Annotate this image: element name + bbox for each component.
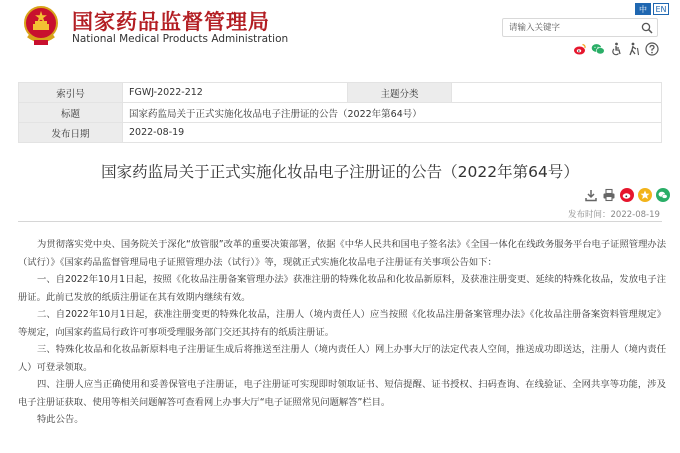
title-label: 标题 — [19, 103, 123, 123]
divider — [18, 221, 662, 222]
meta-row — [19, 83, 662, 103]
help-icon[interactable] — [645, 41, 659, 55]
weibo-share-icon[interactable] — [620, 187, 634, 201]
accessibility-icon[interactable] — [609, 41, 623, 55]
paragraph: 特此公告。 — [37, 414, 84, 425]
wechat-share-icon[interactable] — [656, 187, 670, 201]
category-value — [452, 83, 662, 103]
date-label: 发布日期 — [19, 123, 123, 143]
article-title: 国家药监局关于正式实施化妆品电子注册证的公告（2022年第64号） — [101, 163, 579, 181]
paragraph: 一、自2022年10月1日起，按照《化妆品注册备案管理办法》获准注册的特殊化妆品和化妆品新原料，及获准注册变更、延续的特殊化妆品，发放电子注册证。此前已发放的纸质注册证在其有效期内继续有效。 — [18, 274, 666, 303]
paragraph: 三、特殊化妆品和化妆品新原料电子注册证生成后将推送至注册人（境内责任人）网上办事大厅的法定代表人空间，推送成功即送达，注册人（境内责任人）可登录领取。 — [18, 344, 666, 373]
download-icon[interactable] — [584, 187, 598, 201]
date-value: 2022-08-19 — [123, 123, 662, 143]
national-emblem-icon[interactable] — [24, 6, 58, 46]
document-meta-table — [18, 82, 662, 143]
qzone-share-icon[interactable] — [638, 187, 652, 201]
site-header — [0, 0, 680, 62]
lang-english-button[interactable]: EN — [653, 3, 669, 15]
meta-row — [19, 103, 662, 123]
paragraph: 四、注册人应当正确使用和妥善保管电子注册证，电子注册证可实现即时领取证书、短信提醒、证书授权、扫码查询、在线验证、全网共享等功能，涉及电子注册证获取、使用等相关问题解答可查看网上办事大厅“电子证照常见问题解答”栏目。 — [18, 379, 666, 408]
site-title[interactable]: 国家药品监督管理局 — [72, 10, 270, 34]
paragraph: 为贯彻落实党中央、国务院关于深化“放管服”改革的重要决策部署，依据《中华人民共和国电子签名法》《全国一体化在线政务服务平台电子证照管理办法（试行）》《国家药品监督管理局电子证照管理办法（试行）》等，现就正式实施化妆品电子注册证有关事项公告如下： — [18, 239, 666, 268]
search-input[interactable] — [509, 21, 639, 35]
elderly-mode-icon[interactable] — [627, 41, 641, 55]
index-value: FGWJ-2022-212 — [123, 83, 348, 103]
paragraph: 二、自2022年10月1日起，获准注册变更的特殊化妆品，注册人（境内责任人）应当按照《化妆品注册备案管理办法》《化妆品注册备案资料管理规定》等规定，向国家药监局行政许可事项受理服务部门交还其持有的纸质注册证。 — [18, 309, 666, 338]
site-subtitle: National Medical Products Administration — [72, 33, 289, 45]
search-icon[interactable] — [641, 22, 653, 34]
search-box — [502, 18, 658, 37]
wechat-icon[interactable] — [591, 41, 605, 55]
print-icon[interactable] — [602, 187, 616, 201]
article-tools — [584, 187, 670, 201]
publish-date: 发布时间：2022-08-19 — [568, 210, 660, 220]
lang-chinese-button[interactable]: 中 — [635, 3, 651, 15]
social-links — [573, 41, 659, 55]
weibo-icon[interactable] — [573, 41, 587, 55]
article-body — [18, 236, 666, 429]
meta-row — [19, 123, 662, 143]
title-value: 国家药监局关于正式实施化妆品电子注册证的公告（2022年第64号） — [123, 103, 662, 123]
category-label: 主题分类 — [348, 83, 452, 103]
index-label: 索引号 — [19, 83, 123, 103]
